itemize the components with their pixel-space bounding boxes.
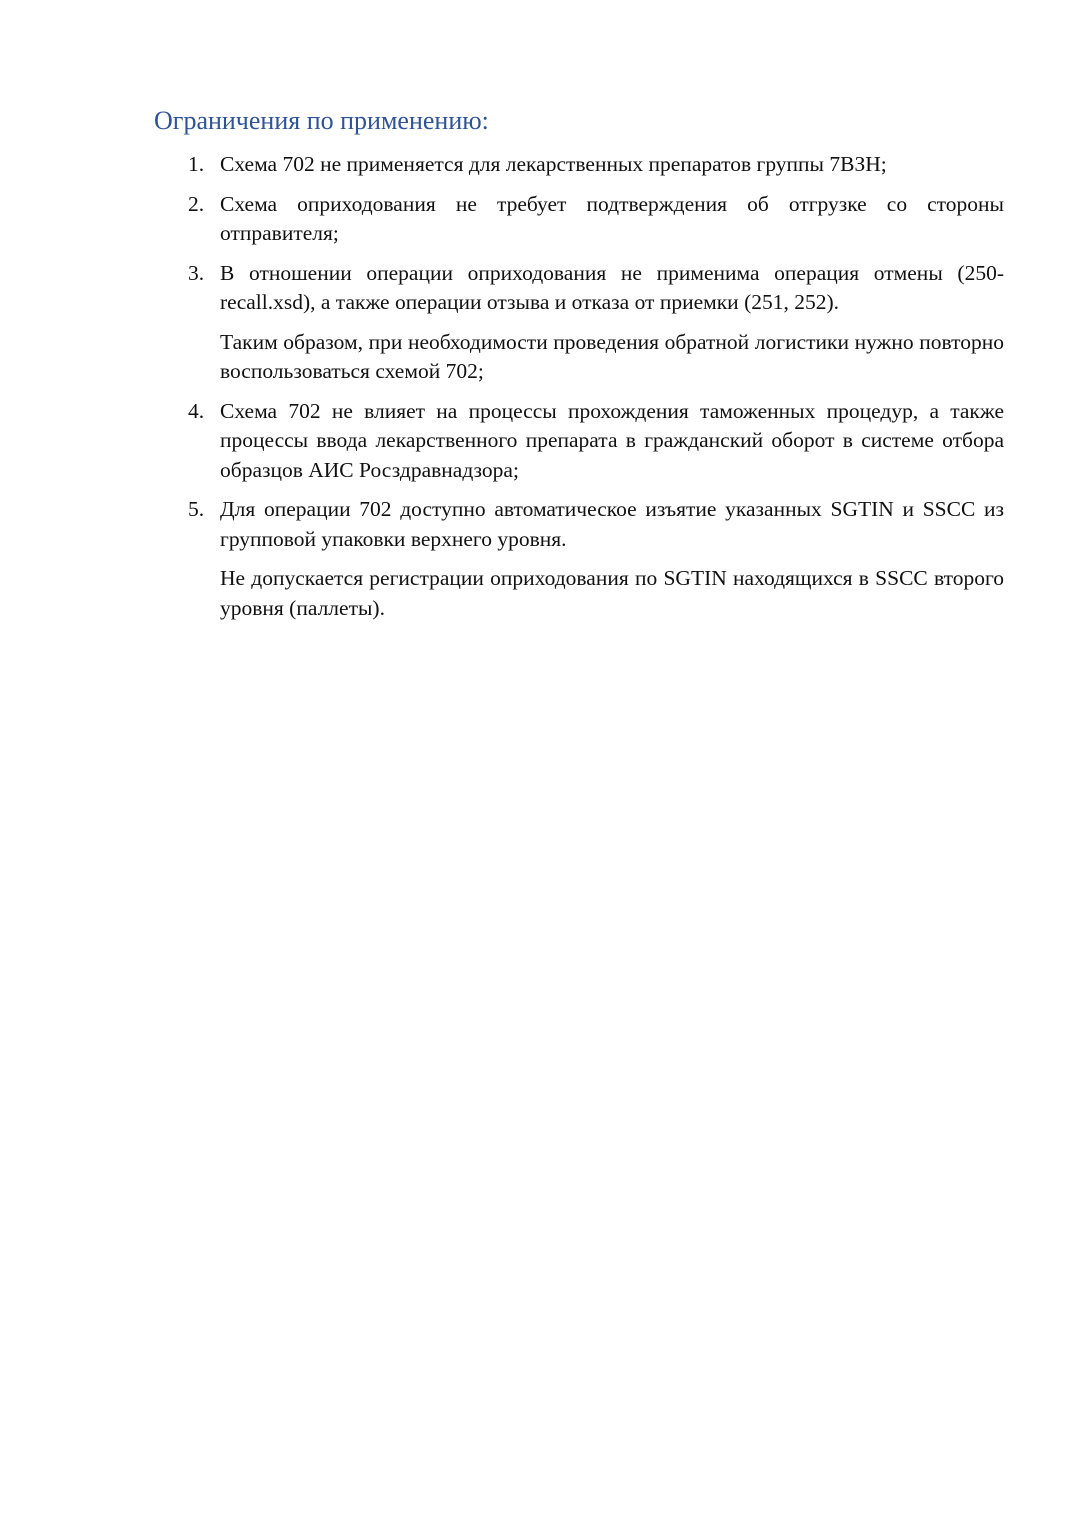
list-item-number: 3. [188, 260, 205, 285]
list-item-number: 4. [188, 398, 205, 423]
list-item-3 [0, 259, 1004, 387]
list-item-5 [0, 495, 1004, 623]
list-item-text: Схема оприходования не требует подтверждения об отгрузке со стороны отправителя; [220, 191, 1004, 245]
list-item-1 [0, 150, 1004, 180]
list-item-text: Схема 702 не влияет на процессы прохождения таможенных процедур, а также процессы ввода лекарственного препарата в гражданский оборот в системе отбора образцов АИС Росздравнадзора; [220, 398, 1004, 482]
list-item-text: Схема 702 не применяется для лекарственных препаратов группы 7ВЗН; [220, 152, 887, 176]
list-item-text: Для операции 702 доступно автоматическое изъятие указанных SGTIN и SSCC из групповой упаковки верхнего уровня. [220, 497, 1004, 551]
list-item-continuation: Таким образом, при необходимости проведения обратной логистики нужно повторно воспользоваться схемой 702; [220, 329, 1004, 383]
list-item-number: 1. [188, 152, 205, 176]
restrictions-list [0, 150, 1080, 633]
list-item-number: 5. [188, 497, 205, 521]
list-item-text: В отношении операции оприходования не применима операция отмены (250-recall.xsd), а также операции отзыва и отказа от приемки (251, 252). [220, 260, 1004, 314]
list-item-2 [0, 190, 1004, 249]
list-item-continuation: Не допускается регистрации оприходования по SGTIN находящихся в SSCC второго уровня (паллеты). [220, 566, 1004, 620]
list-item-number: 2. [188, 191, 205, 216]
list-item-4 [0, 397, 1004, 486]
section-heading: Ограничения по применению: [154, 106, 489, 135]
